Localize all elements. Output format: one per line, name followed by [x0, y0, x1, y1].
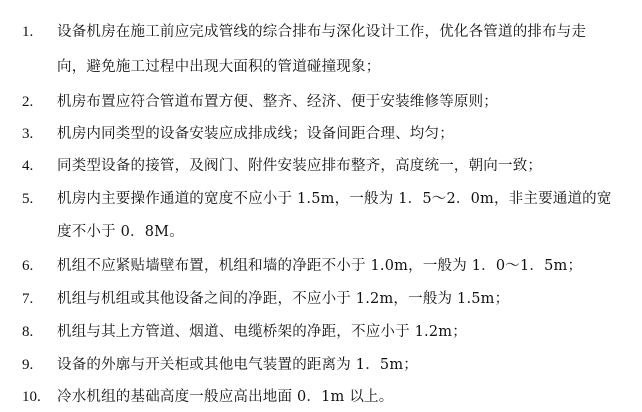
list-item-10 — [0, 387, 642, 407]
item-text-line: 机组与机组或其他设备之间的净距，不应小于 1.2m，一般为 1.5m； — [57, 291, 510, 307]
list-item-5 — [0, 189, 642, 245]
item-number: 5. — [22, 191, 34, 207]
list-item-8 — [0, 322, 642, 342]
item-text-line: 同类型设备的接管，及阀门、附件安装应排布整齐，高度统一，朝向一致； — [57, 158, 543, 174]
list-item-1 — [0, 22, 642, 82]
item-text-line: 机房布置应符合管道布置方便、整齐、经济、便于安装维修等原则； — [57, 94, 498, 110]
item-number: 10. — [22, 389, 41, 405]
item-number: 9. — [22, 357, 34, 373]
item-text-line: 设备的外廓与开关柜或其他电气装置的距离为 1．5m； — [57, 357, 419, 373]
item-number: 4. — [22, 158, 34, 174]
list-item-2 — [0, 92, 642, 112]
item-text-line: 机房内同类型的设备安装应成排成线；设备间距合理、均匀； — [57, 126, 454, 142]
item-text-line: 机房内主要操作通道的宽度不应小于 1.5m，一般为 1．5～2．0m，非主要通道的宽 — [57, 191, 612, 207]
item-number: 1. — [22, 24, 34, 40]
list-item-4 — [0, 156, 642, 176]
item-number: 3. — [22, 126, 34, 142]
list-item-9 — [0, 355, 642, 375]
list-item-6 — [0, 256, 642, 276]
item-text-line: 设备机房在施工前应完成管线的综合排布与深化设计工作，优化各管道的排布与走 — [57, 24, 587, 40]
list-item-7 — [0, 289, 642, 309]
item-number: 7. — [22, 291, 34, 307]
list-item-3 — [0, 124, 642, 144]
item-text-line: 冷水机组的基础高度一般应高出地面 0．1m 以上。 — [57, 389, 394, 405]
item-number: 6. — [22, 258, 34, 274]
item-number: 8. — [22, 324, 34, 340]
item-text-line: 向，避免施工过程中出现大面积的管道碰撞现象； — [57, 59, 381, 75]
item-number: 2. — [22, 94, 34, 110]
item-text-line: 机组不应紧贴墙壁布置，机组和墙的净距不小于 1.0m，一般为 1．0～1．5m； — [57, 258, 583, 274]
item-text-line: 度不小于 0．8M。 — [57, 224, 184, 240]
item-text-line: 机组与其上方管道、烟道、电缆桥架的净距，不应小于 1.2m； — [57, 324, 467, 340]
